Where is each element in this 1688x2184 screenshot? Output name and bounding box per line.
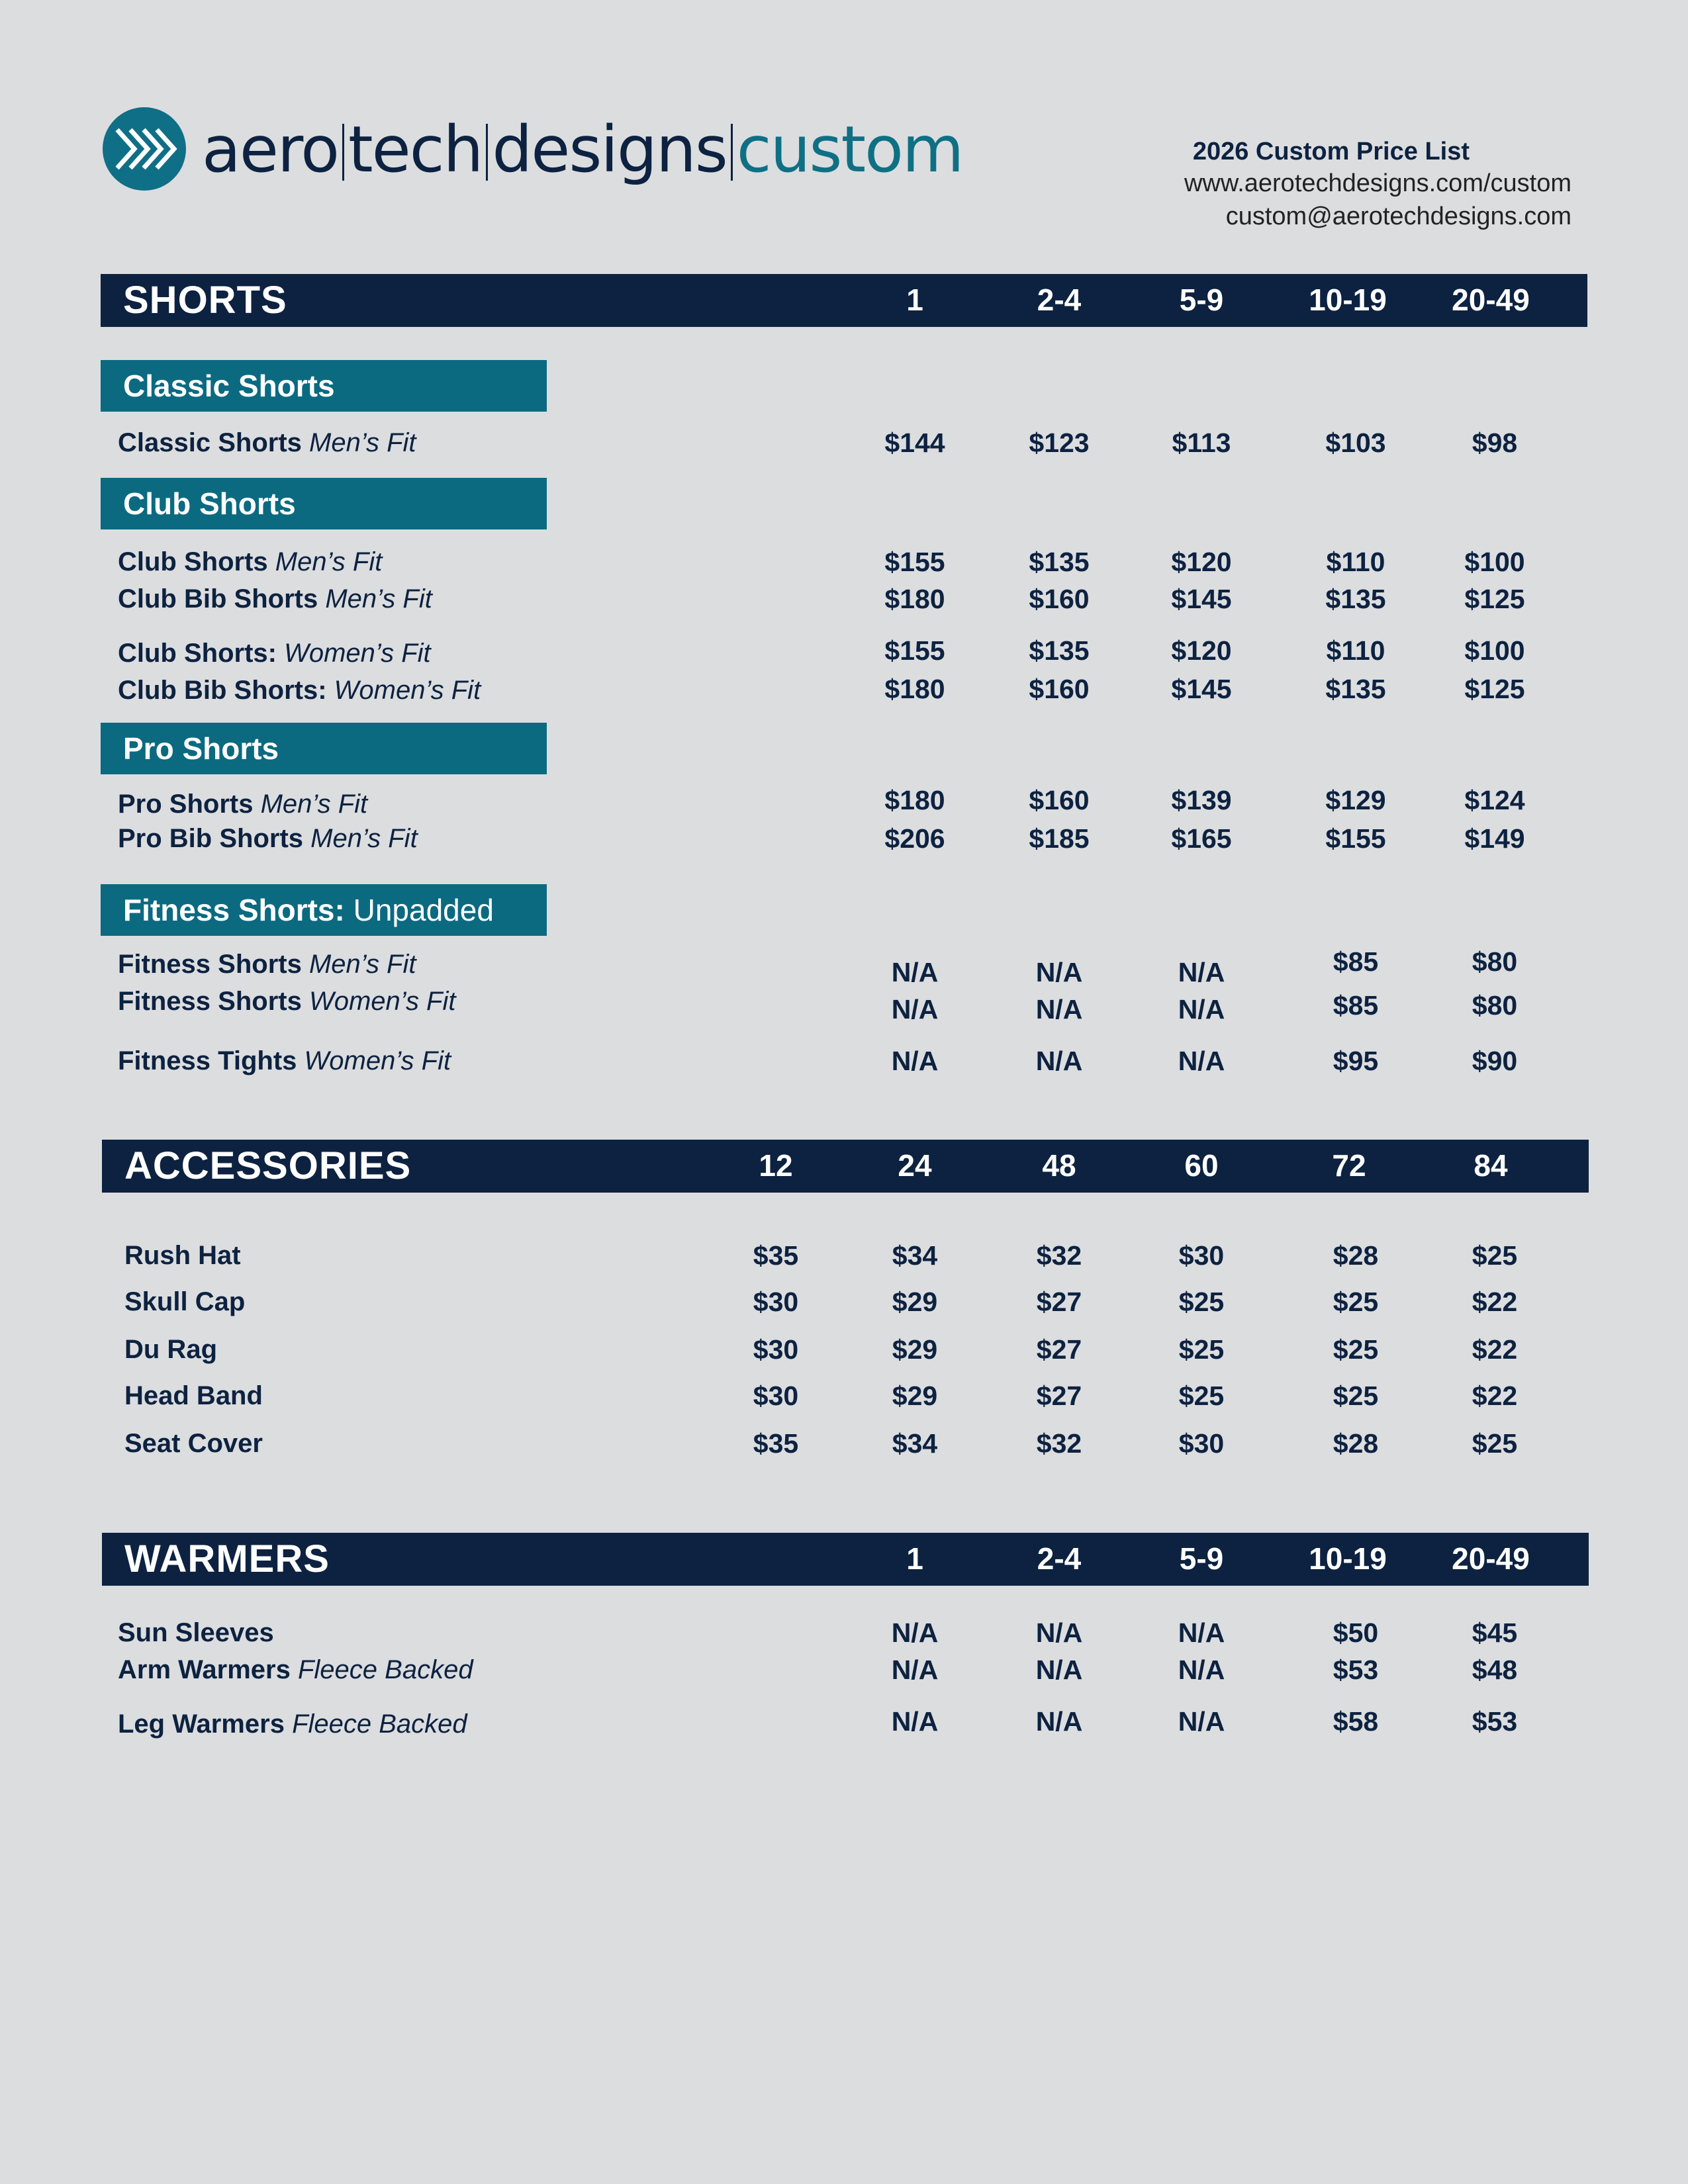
pro-shorts-subheader [101, 723, 547, 774]
price-cell: N/A [891, 957, 939, 987]
shorts-section-header [101, 274, 1587, 327]
column-header: 1 [906, 283, 923, 317]
price-cell: $100 [1464, 635, 1525, 666]
price-cell: N/A [891, 1046, 939, 1076]
price-cell: $53 [1333, 1655, 1379, 1685]
price-cell: $58 [1333, 1706, 1379, 1737]
product-fit: Women’s Fit [284, 639, 431, 668]
price-cell: $135 [1029, 635, 1090, 666]
product-fit: Men’s Fit [260, 790, 368, 819]
price-cell: N/A [891, 1706, 939, 1737]
product-label [118, 582, 432, 615]
price-cell: $206 [884, 823, 945, 854]
product-label [118, 948, 416, 981]
section-title: ACCESSORIES [124, 1144, 412, 1187]
column-header: 60 [1184, 1148, 1219, 1183]
product-label [118, 822, 418, 855]
price-cell: $22 [1472, 1287, 1518, 1317]
price-cell: $30 [1178, 1240, 1225, 1271]
product-name: Arm Warmers [118, 1655, 291, 1684]
price-cell: $155 [1325, 823, 1386, 854]
price-cell: N/A [1035, 1706, 1083, 1737]
price-cell: N/A [1035, 1617, 1083, 1648]
product-name: Skull Cap [124, 1287, 246, 1316]
price-cell: $90 [1472, 1046, 1518, 1076]
product-fit: Men’s Fit [310, 824, 418, 853]
column-header: 12 [759, 1148, 793, 1183]
price-cell: $27 [1036, 1287, 1082, 1317]
price-cell: $155 [884, 547, 945, 577]
product-name: Fitness Tights [118, 1046, 297, 1075]
brand-divider [342, 124, 344, 181]
price-cell: $165 [1171, 823, 1232, 854]
price-cell: $160 [1029, 584, 1090, 614]
subheader-light: Unpadded [353, 893, 494, 927]
price-list-title: 2026 Custom Price List [1192, 138, 1470, 165]
product-label [118, 545, 382, 578]
price-cell: $53 [1472, 1706, 1518, 1737]
price-cell: $25 [1472, 1240, 1518, 1271]
price-cell: $25 [1178, 1381, 1225, 1411]
product-name: Head Band [124, 1381, 263, 1410]
price-cell: $27 [1036, 1334, 1082, 1365]
product-label [118, 1044, 451, 1077]
product-label [124, 1239, 241, 1272]
product-fit: Men’s Fit [325, 584, 432, 614]
price-cell: $22 [1472, 1381, 1518, 1411]
price-cell: N/A [1035, 1655, 1083, 1685]
product-name: Club Bib Shorts [118, 584, 318, 614]
section-title: WARMERS [124, 1537, 330, 1580]
price-cell: $145 [1171, 584, 1232, 614]
product-label [124, 1427, 263, 1460]
product-name: Pro Bib Shorts [118, 824, 304, 853]
price-cell: $135 [1325, 674, 1386, 704]
price-cell: $85 [1333, 990, 1379, 1021]
product-label [124, 1285, 245, 1318]
product-name: Leg Warmers [118, 1709, 285, 1739]
product-name: Fitness Shorts [118, 987, 302, 1016]
price-cell: $180 [884, 584, 945, 614]
column-header: 2-4 [1037, 1541, 1082, 1576]
price-cell: $29 [892, 1334, 938, 1365]
column-header: 72 [1332, 1148, 1366, 1183]
price-cell: $110 [1326, 547, 1385, 577]
club-shorts-subheader [101, 478, 547, 529]
price-cell: $25 [1178, 1334, 1225, 1365]
chevrons-icon [103, 107, 186, 191]
product-fit: Men’s Fit [309, 428, 416, 457]
product-label [118, 426, 416, 459]
price-cell: $80 [1472, 990, 1518, 1021]
column-header: 1 [906, 1541, 923, 1576]
product-label [124, 1333, 217, 1366]
price-cell: $149 [1464, 823, 1525, 854]
product-name: Rush Hat [124, 1241, 241, 1270]
column-header: 5-9 [1179, 1541, 1224, 1576]
price-cell: N/A [1178, 1617, 1225, 1648]
product-fit: Men’s Fit [308, 950, 416, 979]
column-header: 20-49 [1452, 283, 1530, 317]
column-header: 5-9 [1179, 283, 1224, 317]
brand-tech: tech [348, 113, 483, 187]
price-cell: $100 [1464, 547, 1525, 577]
price-cell: $85 [1333, 946, 1379, 977]
product-name: Sun Sleeves [118, 1618, 274, 1647]
brand-divider [486, 124, 488, 181]
product-label [118, 1653, 473, 1686]
price-cell: N/A [1035, 957, 1083, 987]
price-cell: N/A [891, 1617, 939, 1648]
product-fit: Women’s Fit [308, 987, 456, 1016]
price-cell: $120 [1171, 547, 1232, 577]
price-cell: N/A [1178, 994, 1225, 1024]
price-cell: $139 [1171, 785, 1232, 815]
price-cell: $120 [1171, 635, 1232, 666]
brand-divider [731, 124, 733, 181]
product-fit: Women’s Fit [334, 676, 481, 705]
product-name: Fitness Shorts [118, 950, 302, 979]
classic-shorts-subheader [101, 360, 547, 412]
product-fit: Fleece Backed [297, 1655, 473, 1684]
column-header: 2-4 [1037, 283, 1082, 317]
price-cell: $34 [892, 1240, 938, 1271]
price-cell: $30 [753, 1287, 799, 1317]
price-cell: $28 [1333, 1428, 1379, 1459]
subheader-label: Club Shorts [123, 486, 296, 521]
price-cell: N/A [891, 1655, 939, 1685]
product-name: Classic Shorts [118, 428, 302, 457]
price-cell: $123 [1029, 428, 1090, 458]
price-cell: $25 [1178, 1287, 1225, 1317]
product-name: Club Shorts [118, 547, 268, 576]
product-fit: Fleece Backed [292, 1709, 467, 1739]
price-cell: $145 [1171, 674, 1232, 704]
price-cell: $155 [884, 635, 945, 666]
price-cell: N/A [1035, 994, 1083, 1024]
brand-aero: aero [202, 113, 338, 187]
column-header: 84 [1474, 1148, 1508, 1183]
column-header: 10-19 [1309, 283, 1387, 317]
price-cell: $35 [753, 1240, 799, 1271]
price-cell: N/A [1178, 1655, 1225, 1685]
price-cell: $113 [1172, 428, 1231, 458]
price-cell: $27 [1036, 1381, 1082, 1411]
email-link[interactable]: custom@aerotechdesigns.com [1225, 203, 1571, 230]
fitness-shorts-subheader [101, 884, 547, 936]
price-cell: N/A [1178, 1046, 1225, 1076]
price-cell: $22 [1472, 1334, 1518, 1365]
column-header: 48 [1042, 1148, 1076, 1183]
price-cell: $25 [1333, 1381, 1379, 1411]
subheader-label: Classic Shorts [123, 369, 335, 403]
price-cell: $135 [1029, 547, 1090, 577]
price-cell: $144 [884, 428, 945, 458]
section-title: SHORTS [123, 279, 287, 322]
price-cell: $110 [1326, 635, 1385, 666]
price-cell: $30 [753, 1381, 799, 1411]
product-label [124, 1379, 263, 1412]
price-cell: $30 [1178, 1428, 1225, 1459]
price-cell: $29 [892, 1287, 938, 1317]
product-name: Club Shorts: [118, 639, 277, 668]
price-cell: N/A [1035, 1046, 1083, 1076]
product-name: Du Rag [124, 1335, 217, 1364]
product-label [118, 788, 367, 821]
price-cell: $35 [753, 1428, 799, 1459]
price-cell: $95 [1333, 1046, 1379, 1076]
price-cell: $32 [1036, 1240, 1082, 1271]
price-cell: $125 [1464, 674, 1525, 704]
price-cell: $124 [1464, 785, 1525, 815]
price-cell: $29 [892, 1381, 938, 1411]
price-cell: $80 [1472, 946, 1518, 977]
price-cell: $32 [1036, 1428, 1082, 1459]
price-cell: $28 [1333, 1240, 1379, 1271]
price-cell: $25 [1333, 1334, 1379, 1365]
product-name: Seat Cover [124, 1429, 263, 1458]
price-cell: $129 [1325, 785, 1386, 815]
price-cell: $25 [1333, 1287, 1379, 1317]
column-header: 24 [898, 1148, 932, 1183]
price-cell: $185 [1029, 823, 1090, 854]
product-label [118, 637, 431, 670]
accessories-section-header [102, 1140, 1589, 1193]
price-cell: $45 [1472, 1617, 1518, 1648]
price-cell: $160 [1029, 674, 1090, 704]
subheader-label: Pro Shorts [123, 731, 279, 766]
column-header: 10-19 [1309, 1541, 1387, 1576]
price-cell: $103 [1325, 428, 1386, 458]
price-cell: N/A [891, 994, 939, 1024]
price-cell: $180 [884, 785, 945, 815]
website-link[interactable]: www.aerotechdesigns.com/custom [1184, 169, 1571, 197]
column-header: 20-49 [1452, 1541, 1530, 1576]
warmers-section-header [102, 1533, 1589, 1586]
price-cell: $160 [1029, 785, 1090, 815]
price-cell: $125 [1464, 584, 1525, 614]
subheader-bold: Fitness Shorts: [123, 893, 345, 927]
price-cell: $180 [884, 674, 945, 704]
price-cell: $50 [1333, 1617, 1379, 1648]
product-label [118, 1616, 274, 1649]
price-cell: $48 [1472, 1655, 1518, 1685]
brand-custom: custom [736, 113, 963, 187]
price-cell: N/A [1178, 957, 1225, 987]
subheader-label [123, 892, 494, 928]
price-cell: $30 [753, 1334, 799, 1365]
product-name: Pro Shorts [118, 790, 254, 819]
price-cell: $34 [892, 1428, 938, 1459]
product-label [118, 1707, 467, 1741]
product-label [118, 985, 456, 1018]
product-name: Club Bib Shorts: [118, 676, 327, 705]
brand-wordmark [202, 110, 962, 189]
brand-designs: designs [492, 113, 727, 187]
price-cell: $98 [1472, 428, 1518, 458]
price-cell: $135 [1325, 584, 1386, 614]
product-fit: Women’s Fit [304, 1046, 451, 1075]
price-cell: N/A [1178, 1706, 1225, 1737]
logo-mark [103, 107, 186, 191]
product-fit: Men’s Fit [275, 547, 383, 576]
price-cell: $25 [1472, 1428, 1518, 1459]
product-label [118, 674, 481, 707]
